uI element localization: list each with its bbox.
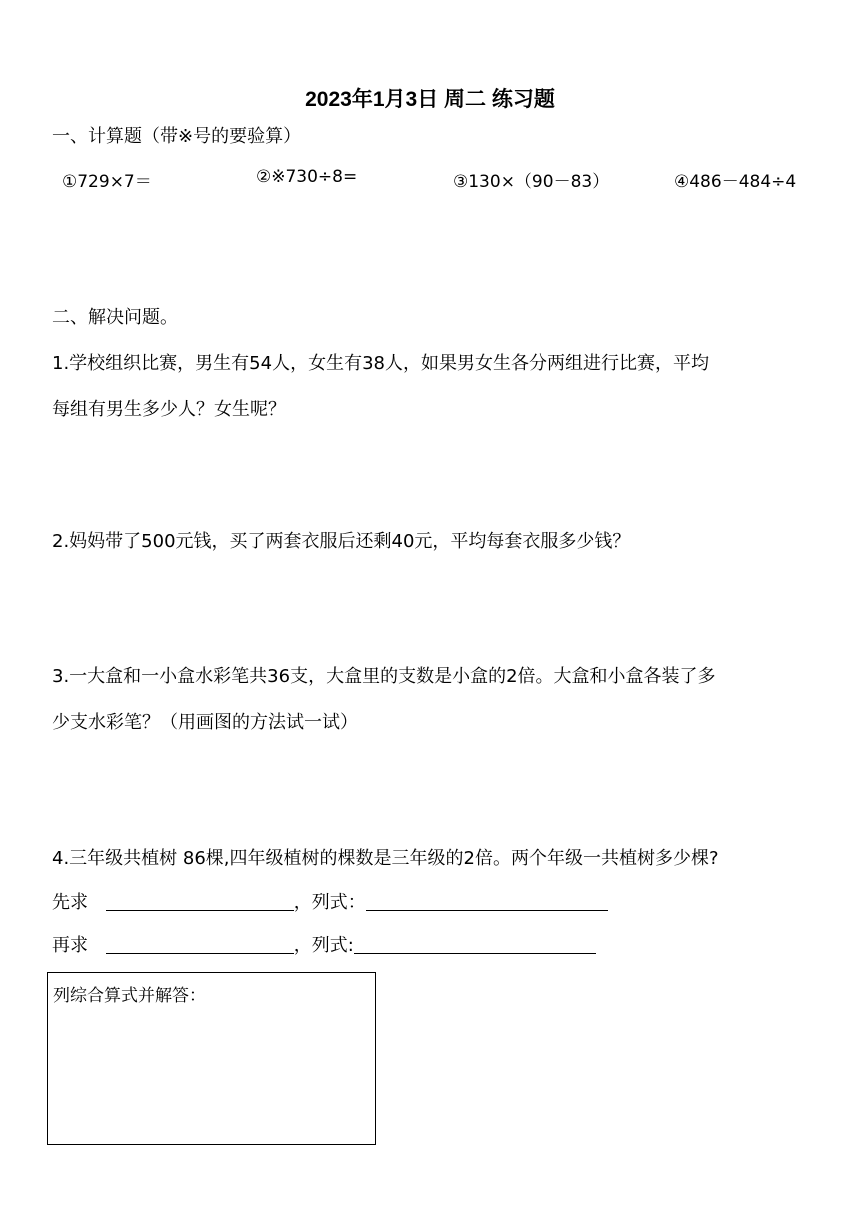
- problem-4-first-row: [52, 888, 608, 914]
- problem-4-line-1: 4.三年级共植树 86棵,四年级植树的棵数是三年级的2倍。两个年级一共植树多少棵?: [52, 848, 719, 869]
- answer-box-label: 列综合算式并解答：: [53, 986, 206, 1006]
- first-formula-label: ，列式：: [293, 892, 366, 913]
- first-blank[interactable]: [106, 892, 294, 911]
- first-label: 先求: [52, 892, 88, 913]
- problem-3-line-1: 3.一大盒和一小盒水彩笔共36支，大盒里的支数是小盒的2倍。大盒和小盒各装了多: [52, 666, 716, 687]
- calc-item-1: ①729×7＝: [62, 172, 152, 192]
- calc-item-4: ④486－484÷4: [674, 172, 797, 192]
- then-label: 再求: [52, 935, 88, 956]
- then-blank[interactable]: [106, 935, 294, 954]
- problem-1-line-2: 每组有男生多少人？女生呢？: [52, 399, 286, 420]
- problem-2-line-1: 2.妈妈带了500元钱，买了两套衣服后还剩40元，平均每套衣服多少钱？: [52, 531, 631, 552]
- section1-heading: 一、计算题（带※号的要验算）: [52, 126, 302, 147]
- problem-1-line-1: 1.学校组织比赛，男生有54人，女生有38人，如果男女生各分两组进行比赛，平均: [52, 353, 709, 374]
- then-formula-blank[interactable]: [354, 935, 596, 954]
- then-formula-label: ，列式:: [293, 935, 354, 956]
- problem-4-then-row: [52, 931, 596, 957]
- first-formula-blank[interactable]: [366, 892, 608, 911]
- calc-item-2: ②※730÷8=: [256, 167, 358, 187]
- answer-box[interactable]: [47, 972, 376, 1145]
- section2-heading: 二、解决问题。: [52, 307, 178, 328]
- calc-item-3: ③130×（90－83）: [453, 172, 610, 192]
- page-title: 2023年1月3日 周二 练习题: [305, 88, 555, 111]
- problem-3-line-2: 少支水彩笔？（用画图的方法试一试）: [52, 712, 358, 733]
